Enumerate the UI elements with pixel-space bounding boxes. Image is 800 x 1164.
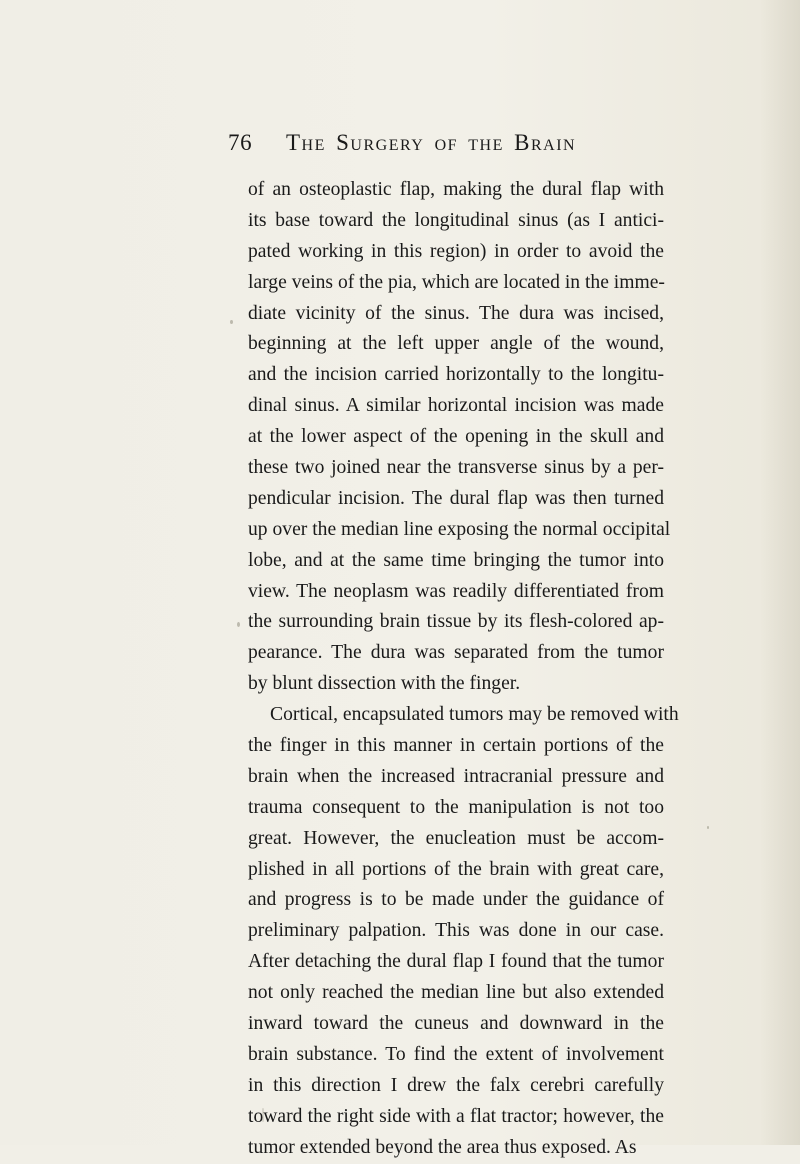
text-line: inward toward the cuneus and downward in the <box>248 1013 664 1035</box>
text-line: dinal sinus. A similar horizontal incision was made <box>248 395 664 417</box>
paper-speck <box>237 622 240 627</box>
running-head <box>228 130 708 164</box>
page-number: 76 <box>228 130 253 155</box>
text-line: these two joined near the transverse sinus by a per- <box>248 457 664 479</box>
text-line: toward the right side with a flat tractor; however, the <box>248 1105 664 1127</box>
text-line: the finger in this manner in certain portions of the <box>248 735 664 757</box>
paper-speck <box>230 320 233 324</box>
text-line: After detaching the dural flap I found that the tumor <box>248 951 664 973</box>
text-line: pendicular incision. The dural flap was then turned <box>248 487 664 509</box>
text-line: great. However, the enucleation must be accom- <box>248 827 664 849</box>
text-line: pearance. The dura was separated from the tumor <box>248 642 664 664</box>
text-line: plished in all portions of the brain with great care, <box>248 858 664 880</box>
text-line: lobe, and at the same time bringing the tumor into <box>248 549 664 571</box>
text-line: up over the median line exposing the normal occipital <box>248 518 671 540</box>
text-line: and the incision carried horizontally to the longitu- <box>248 364 664 386</box>
text-line: pated working in this region) in order to avoid the <box>248 240 664 262</box>
text-line: not only reached the median line but also extended <box>248 982 664 1004</box>
text-line: brain substance. To find the extent of involvement <box>248 1043 664 1065</box>
text-line: beginning at the left upper angle of the wound, <box>248 333 664 355</box>
text-line: trauma consequent to the manipulation is not too <box>248 796 664 818</box>
text-line: view. The neoplasm was readily differentiated from <box>248 580 664 602</box>
text-line: its base toward the longitudinal sinus (as I antici- <box>248 209 664 231</box>
text-line: by blunt dissection with the finger. <box>248 673 521 695</box>
body-text <box>248 175 679 1164</box>
text-line: large veins of the pia, which are located in the imme- <box>248 271 665 293</box>
text-line: brain when the increased intracranial pressure and <box>248 765 664 787</box>
text-line: at the lower aspect of the opening in the skull and <box>248 426 664 448</box>
paper-speck <box>707 826 709 829</box>
text-line: and progress is to be made under the guidance of <box>248 889 664 911</box>
text-line: the surrounding brain tissue by its flesh-colored ap- <box>248 611 664 633</box>
text-line: of an osteoplastic flap, making the dural flap with <box>248 179 664 200</box>
paragraph-start-line: Cortical, encapsulated tumors may be removed with <box>270 704 679 726</box>
running-title: The Surgery of the Brain <box>286 130 577 155</box>
text-line: preliminary palpation. This was done in our case. <box>248 920 664 942</box>
text-line: in this direction I drew the falx cerebri carefully <box>248 1074 664 1096</box>
text-line: diate vicinity of the sinus. The dura was incised, <box>248 302 664 324</box>
text-line: tumor extended beyond the area thus exposed. As <box>248 1136 637 1158</box>
paper-speck <box>262 1108 264 1122</box>
